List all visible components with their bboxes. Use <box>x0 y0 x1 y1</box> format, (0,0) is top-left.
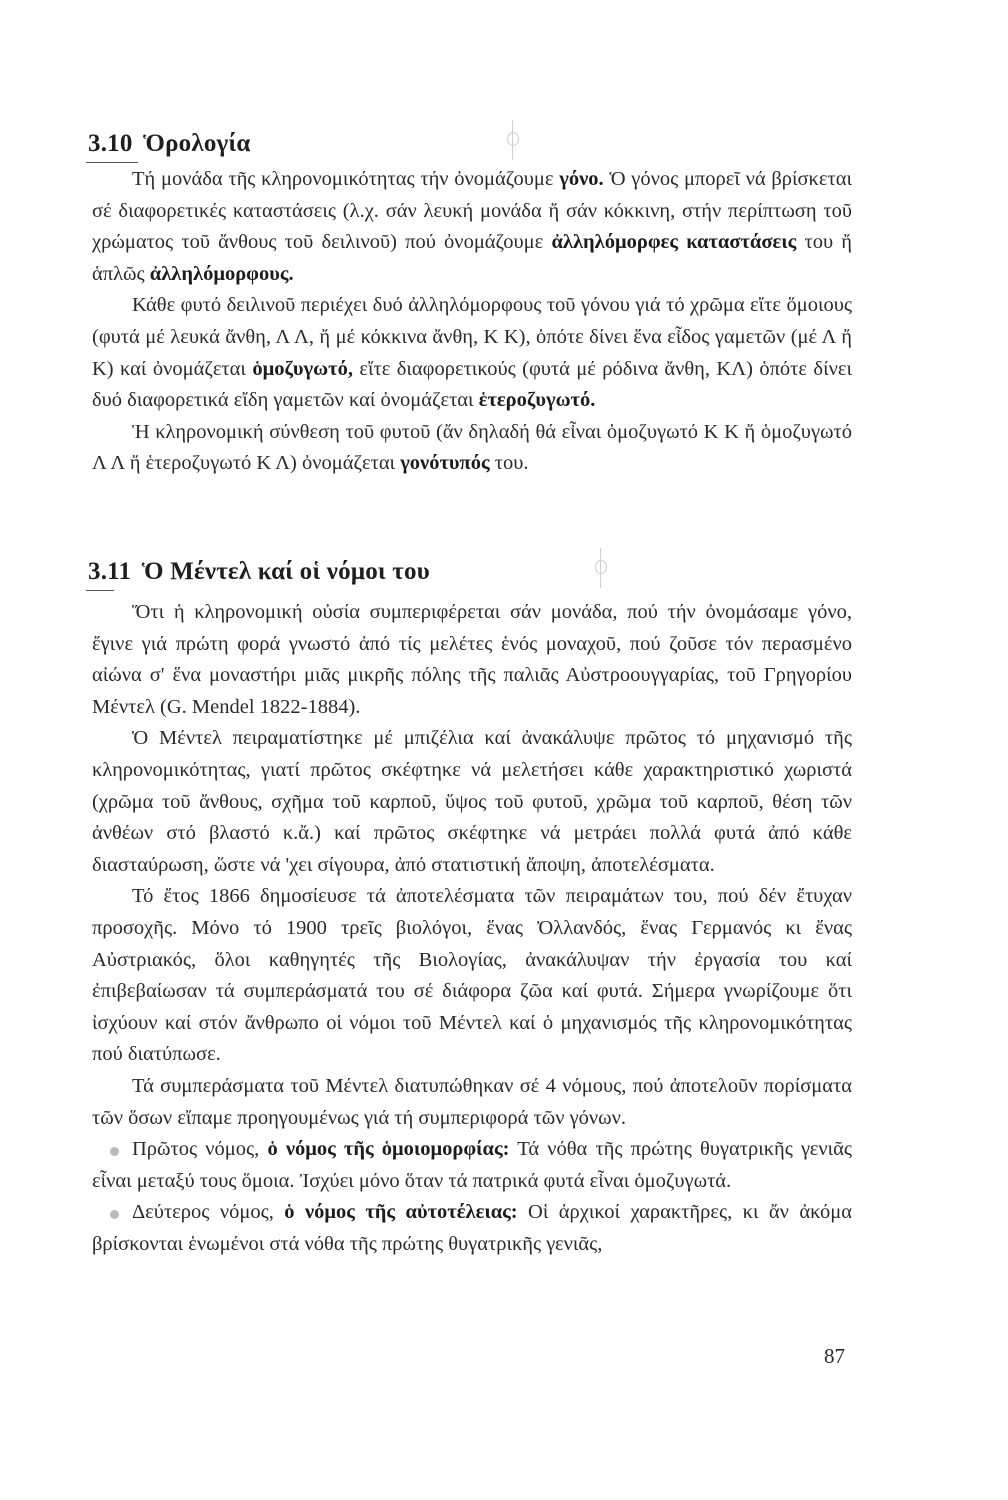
text-run: εἴτε διαφορετικούς (φυτά μέ ρόδινα ἄνθη, ΚΛ) ὁπότε δίνει δυό διαφορετικά εἴδη γαμετῶν καί ὀνομάζεται <box>92 357 852 412</box>
pencil-mark-icon <box>600 548 615 588</box>
bold-term: ὁ νόμος τῆς ὁμοιομορφίας: <box>267 1138 510 1161</box>
text-run: του ἤ ἁπλῶς <box>92 231 852 285</box>
section-title: Ὁρολογία <box>143 130 251 157</box>
paragraph <box>92 290 852 416</box>
text-run: του. <box>489 452 529 475</box>
section-number: 3.11 <box>88 558 132 585</box>
text-run: Τά συμπεράσματα τοῦ Μέντελ διατυπώθηκαν σέ 4 νόμους, πού ἀποτελοῦν πορίσματα τῶν ὅσων εἴπαμε προηγουμένως γιά τή συμπεριφορά τῶν γόνων. <box>92 1074 852 1129</box>
text-run: Δεύτερος νόμος, <box>132 1201 285 1224</box>
paragraph <box>92 1197 852 1260</box>
text-run: Ἡ κληρονομική σύνθεση τοῦ φυτοῦ (ἄν δηλαδή θά εἶναι ὁμοζυγωτό Κ Κ ἤ ὁμοζυγωτό Λ Λ ἤ ἑτεροζυγωτό Κ Λ) ὀνομάζεται <box>92 420 852 475</box>
section-body-3-11 <box>92 597 852 1260</box>
pencil-mark-icon <box>512 120 527 160</box>
bold-term: ἑτεροζυγωτό. <box>478 389 596 412</box>
text-run: Τό ἔτος 1866 δημοσίευσε τά ἀποτελέσματα τῶν πειραμάτων του, πού δέν ἔτυχαν προσοχῆς. Μόνο τό 1900 τρεῖς βιολόγοι, ἕνας Ὀλλανδός, ἕνας Γερμανός κι ἕνας Αὐστριακός, ὅλοι καθηγητές τῆς Βιολογίας, ἀνακάλυψαν τήν ἐργασία του καί ἐπιβεβαίωσαν τά συμπεράσματά του σέ διάφορα ζῶα καί φυτά. Σήμερα γνωρίζουμε ὅτι ἰσχύουν καί στόν ἄνθρωπο οἱ νόμοι τοῦ Μέντελ καί ὁ μηχανισμός τῆς κληρονομικότητας πού διατύπωσε. <box>92 885 852 1066</box>
bold-term: ἀλληλόμορφους. <box>149 262 294 285</box>
text-run: Τή μονάδα τῆς κληρονομικότητας τήν ὀνομάζουμε <box>132 168 560 190</box>
paragraph <box>92 417 852 480</box>
section-title: Ὁ Μέντελ καί οἱ νόμοι του <box>141 558 430 585</box>
bold-term: γονότυπός <box>400 452 490 475</box>
bold-term: ὁμοζυγωτό, <box>252 357 353 380</box>
page-number: 87 <box>824 1344 845 1368</box>
text-run: Κάθε φυτό δειλινοῦ περιέχει δυό ἀλληλόμορφους τοῦ γόνου γιά τό χρῶμα εἴτε ὅμοιους (φυτά μέ λευκά ἄνθη, Λ Λ, ἤ μέ κόκκινα ἄνθη, Κ Κ), ὁπότε δίνει ἕνα εἶδος γαμετῶν (μέ Λ ἤ Κ) καί ὀνομάζεται <box>92 294 852 380</box>
paragraph <box>92 164 852 290</box>
section-heading-3-10 <box>88 130 251 158</box>
text-run: Ὁ γόνος μπορεῖ νά βρίσκεται σέ διαφορετικές καταστάσεις (λ.χ. σάν λευκή μονάδα ἤ σάν κόκκινη, στήν περίπτωση τοῦ χρώματος τοῦ ἄνθους τοῦ δειλινοῦ) πού ὀνομάζουμε <box>92 168 852 254</box>
paragraph <box>92 1134 852 1197</box>
law-item <box>92 1197 852 1260</box>
section-paragraphs <box>92 597 852 1134</box>
text-run: Τά νόθα τῆς πρώτης θυγατρικῆς γενιᾶς εἶναι μεταξύ τους ὅμοια. Ἰσχύει μόνο ὅταν τά πατρικά φυτά εἶναι ὁμοζυγωτά. <box>92 1138 852 1192</box>
law-item <box>92 1134 852 1197</box>
laws-list <box>92 1134 852 1260</box>
heading-underline <box>86 590 114 591</box>
paragraph <box>92 1071 852 1134</box>
section-body-3-10 <box>92 164 852 480</box>
heading-underline <box>86 162 138 163</box>
text-run: Πρῶτος νόμος, <box>132 1138 268 1161</box>
text-run: Οἱ ἀρχικοί χαρακτῆρες, κι ἄν ἀκόμα βρίσκονται ἑνωμένοι στά νόθα τῆς πρώτης θυγατρικῆς γενιᾶς, <box>92 1201 852 1255</box>
text-run: Ὁ Μέντελ πειραματίστηκε μέ μπιζέλια καί ἀνακάλυψε πρῶτος τό μηχανισμό τῆς κληρονομικότητας, γιατί πρῶτος σκέφτηκε νά μελετήσει κάθε χαρακτηριστικό χωριστά (χρῶμα τοῦ ἄνθους, σχῆμα τοῦ καρποῦ, ὕψος τοῦ φυτοῦ, χρῶμα τοῦ καρποῦ, θέση τῶν ἀνθέων στό βλαστό κ.ἄ.) καί πρῶτος σκέφτηκε νά μετράει πολλά φυτά ἀπό κάθε διασταύρωση, ὥστε νά 'χει σίγουρα, ἀπό στατιστική ἄποψη, ἀποτελέσματα. <box>92 727 852 876</box>
bold-term: ὁ νόμος τῆς αὐτοτέλειας: <box>284 1201 518 1224</box>
bold-term: γόνο. <box>559 168 604 190</box>
paragraph <box>92 881 852 1071</box>
bold-term: ἀλληλόμορφες καταστάσεις <box>551 231 797 254</box>
paragraph <box>92 597 852 723</box>
section-number: 3.10 <box>88 130 133 157</box>
paragraph <box>92 723 852 881</box>
text-run: Ὅτι ἡ κληρονομική οὐσία συμπεριφέρεται σάν μονάδα, πού τήν ὀνομάσαμε γόνο, ἔγινε γιά πρώτη φορά γνωστό ἀπό τίς μελέτες ἑνός μοναχοῦ, πού ζοῦσε τόν περασμένο αἰώνα σ' ἕνα μοναστήρι μιᾶς μικρῆς πόλης τῆς παλιᾶς Αὐστροουγγαρίας, τοῦ Γρηγορίου Μέντελ (G. Mendel 1822-1884). <box>92 601 852 718</box>
section-heading-3-11 <box>88 558 430 586</box>
